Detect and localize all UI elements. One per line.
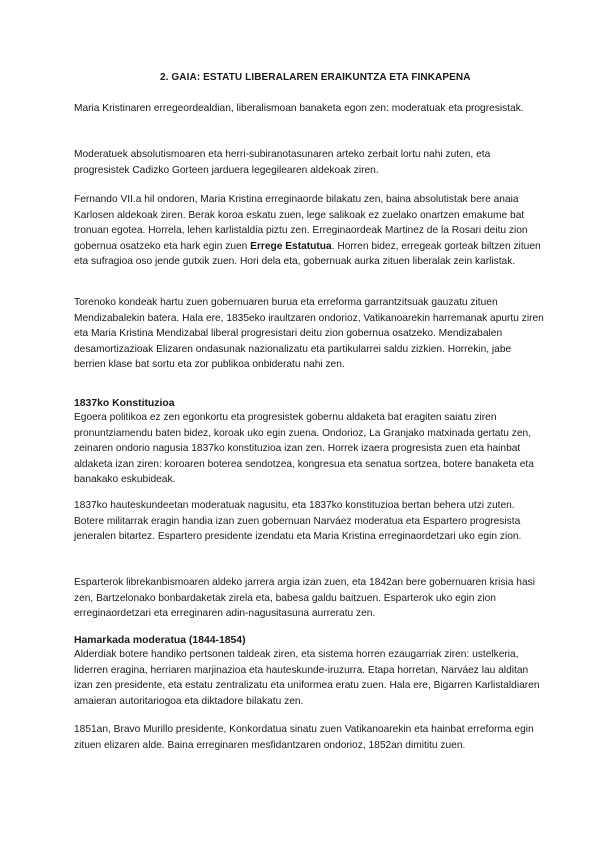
paragraph-bravo-murillo: 1851an, Bravo Murillo presidente, Konkordatua sinatu zuen Vatikanoarekin eta hainbat erreforma egin zituen elizaren alde. Baina erreginaren mesfidantzaren ondorioz, 1852an dimititu zuen.	[74, 724, 534, 751]
paragraph-moderates-progressives: Moderatuek absolutismoaren eta herri-subiranotasunaren arteko zerbait lortu nahi zuten, eta progresistek Cadizko Gorteen jarduera legegilearen aldekoak ziren.	[74, 149, 491, 176]
paragraph-first-carlist-war	[74, 192, 544, 270]
section-heading-moderate-decade: Hamarkada moderatua (1844-1854)	[74, 635, 246, 646]
paragraph-text-part: Fernando VII.a hil ondoren, Maria Kristina erreginaorde bilakatu zen, baina absolutistak bere anaia Karlosen aldekoak ziren. Berak koroa eskatu zuen, lege salikoak ez zuelako onartzen emakume bat tronuan egotea. Horrela, lehen karlistaldia piztu zen. Erreginaordeak Martinez de la Rosari deitu zion gobernua osatzeko eta hark egin zuen	[74, 194, 528, 252]
paragraph-la-granja: Egoera politikoa ez zen egonkortu eta progresistek gobernu aldaketa bat eragiten saiatu ziren pronuntziamendu baten bidez, koroak uko egin zuena. Ondorioz, La Granjako matxinada gertatu zen, zeinaren ondorio nagusia 1837ko konstituzioa izan zen. Horrek izaera progresista zuen eta hainbat aldaketa izan ziren: koroaren boterea sendotzea, kongresua eta senatua sortzea, botere banaketa eta banakako eskubideak.	[74, 412, 534, 486]
paragraph-party-system: Alderdiak botere handiko pertsonen taldeak ziren, eta sistema horren ezaugarriak ziren: ustelkeria, liderren eragina, herriaren marjinazioa eta hauteskunde-iruzurra. Etapa horretan, Narváez lau alditan izan zen presidente, eta estatu zentralizatu eta uniformea eratu zuen. Hala ere, Bigarren Karlistaldiaren amaieran autoritariogoa eta diktadore bilakatu zen.	[74, 649, 540, 707]
paragraph-espartero: Esparterok librekanbismoaren aldeko jarrera argia izan zuen, eta 1842an bere gobernuaren krisia hasi zen, Bartzelonako bonbardaketak zirela eta, babesa galdu baitzuen. Esparterok uko egin zion erreginaordetzari eta erreginaren adin-nagusitasuna aurreratu zen.	[74, 577, 535, 620]
section-heading-1837-constitution: 1837ko Konstituzioa	[74, 398, 175, 409]
paragraph-text-part: . Horren bidez, erregeak gorteak biltzen zituen eta sufragioa oso jende gutxik zuen. Hori dela eta, gobernuak aurka zituen liberalak zein karlistak.	[74, 240, 541, 268]
bold-term-errege-estatutua: Errege Estatutua	[250, 240, 332, 252]
paragraph-mendizabal: Torenoko kondeak hartu zuen gobernuaren burua eta erreforma garrantzitsuak gauzatu zituen Mendizabalekin batera. Hala ere, 1835eko iraultzaren ondorioz, Vatikanoarekin harremanak apurtu ziren eta Maria Kristina Mendizabal liberal progresistari deitu zion gobernua osatzeko. Mendizabalen desamortizazioak Elizaren ondasunak nazionalizatu eta partikularrei saldu zizkien. Horrekin, jabe berrien klase bat sortu eta zor publikoa onbideratu nahi zen.	[74, 297, 544, 371]
paragraph-1837-elections: 1837ko hauteskundeetan moderatuak nagusitu, eta 1837ko konstituzioa bertan behera utzi zuten. Botere militarrak eragin handia izan zuen gobernuan Narváez moderatua eta Espartero progresista jeneralen bitartez. Espartero presidente izendatu eta Maria Kristina erreginaordetzari uko egin zion.	[74, 500, 522, 543]
paragraph-intro: Maria Kristinaren erregeordealdian, liberalismoan banaketa egon zen: moderatuak eta progresistak.	[74, 103, 524, 114]
document-title: 2. GAIA: ESTATU LIBERALAREN ERAIKUNTZA ETA FINKAPENA	[160, 72, 471, 83]
